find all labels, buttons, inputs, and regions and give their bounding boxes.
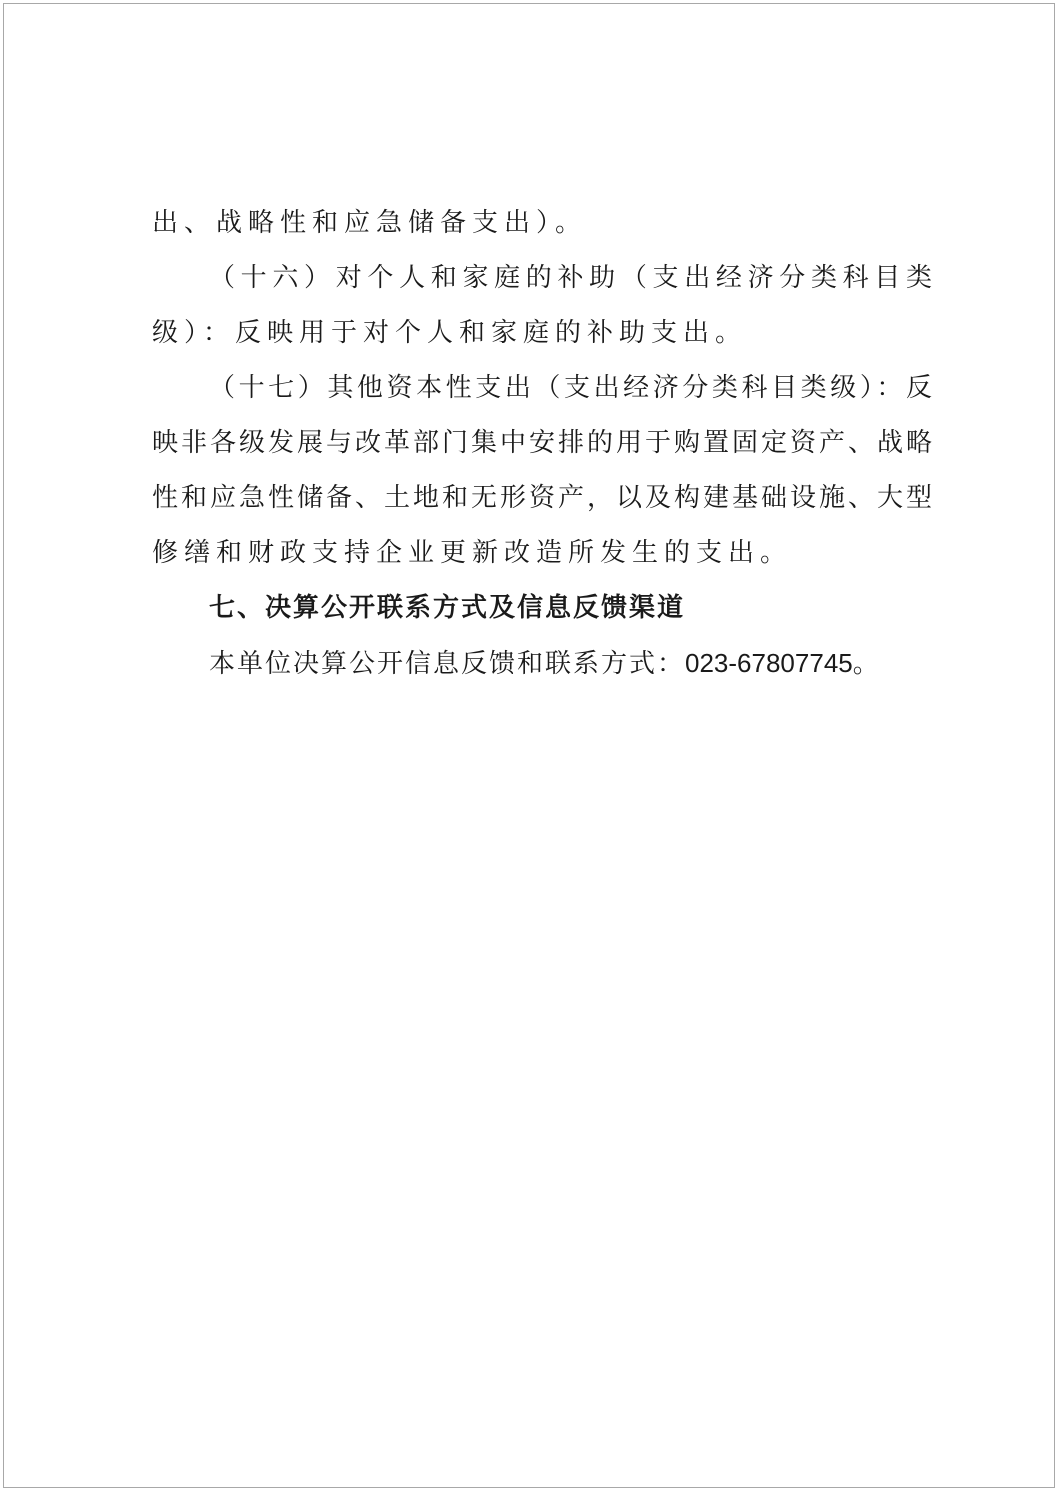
paragraph-line: 出、战略性和应急储备支出）。	[152, 208, 588, 238]
paragraph-line: （十六）对个人和家庭的补助（支出经济分类科目类	[209, 263, 932, 293]
contact-line	[152, 636, 932, 691]
paragraph-line: 性和应急性储备、土地和无形资产，以及构建基础设施、大型	[152, 483, 932, 513]
document-body	[152, 196, 932, 691]
contact-end: 。	[852, 649, 881, 679]
section-heading: 七、决算公开联系方式及信息反馈渠道	[209, 593, 686, 623]
page-frame	[3, 3, 1055, 1488]
paragraph-line: （十七）其他资本性支出（支出经济分类科目类级）：反	[209, 373, 932, 403]
paragraph-line: 修缮和财政支持企业更新改造所发生的支出。	[152, 538, 793, 568]
paragraph-line: 级）：反映用于对个人和家庭的补助支出。	[152, 318, 748, 348]
paragraph-line: 映非各级发展与改革部门集中安排的用于购置固定资产、战略	[152, 428, 932, 458]
contact-label: 本单位决算公开信息反馈和联系方式：	[209, 649, 686, 679]
contact-phone: 023-67807745	[685, 648, 853, 678]
